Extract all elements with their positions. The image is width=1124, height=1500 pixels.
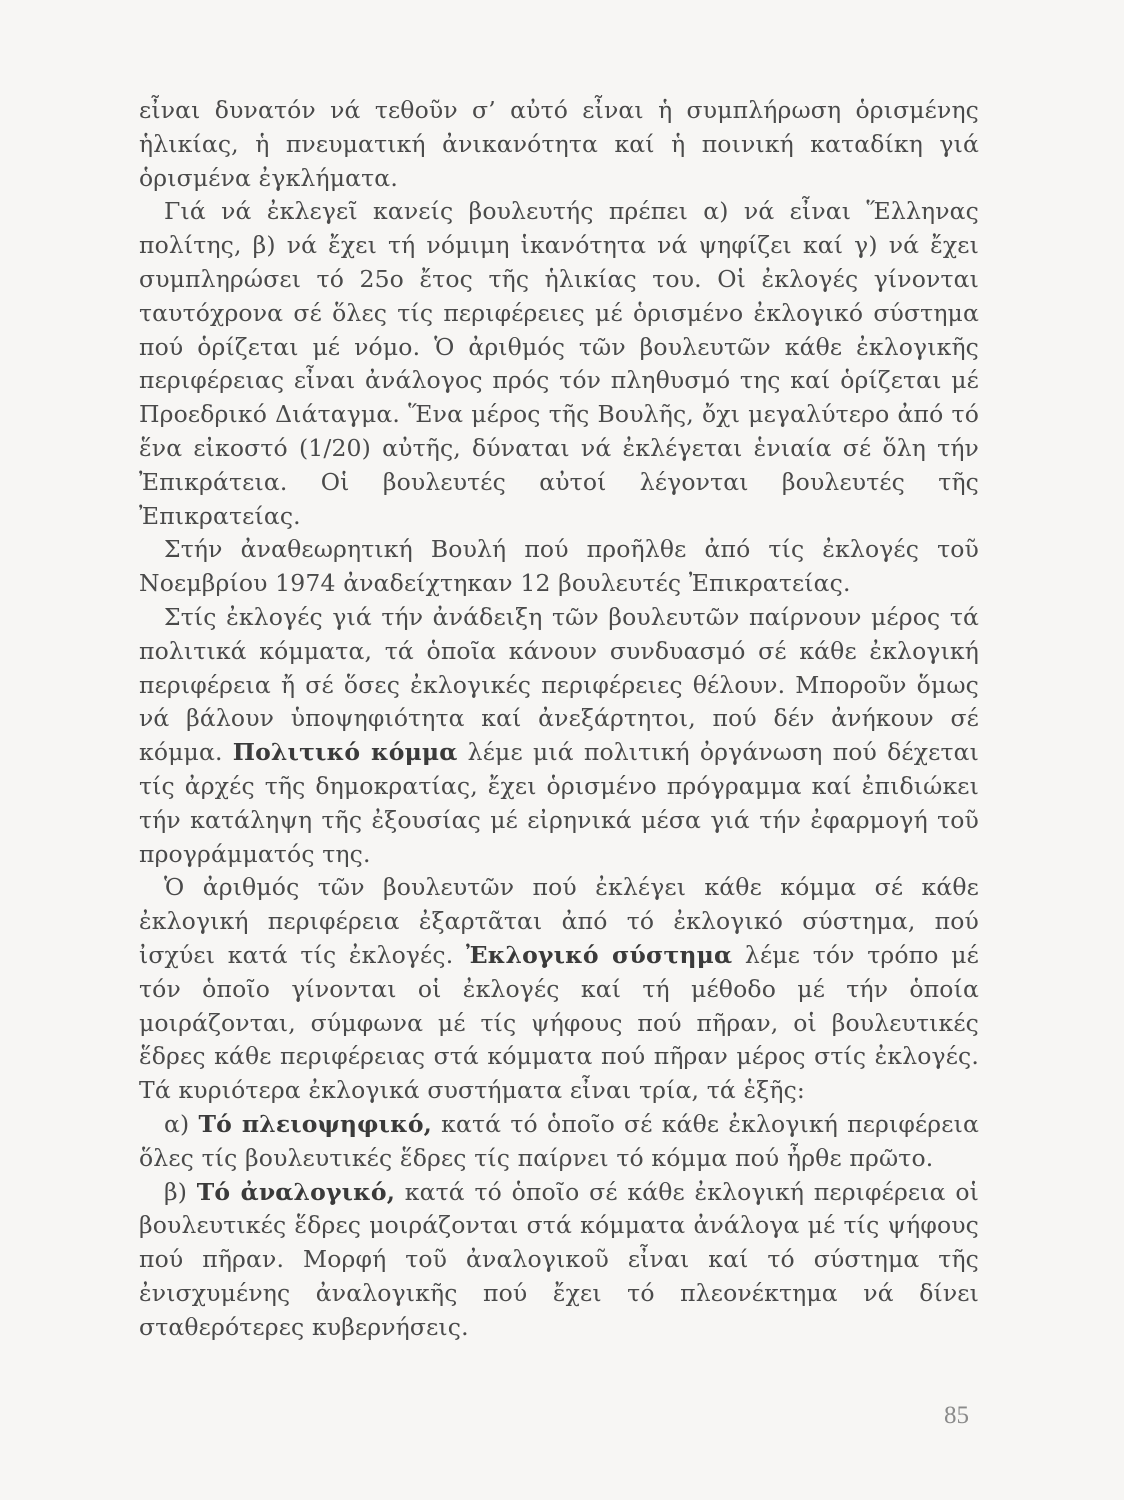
term-political-party: Πολιτικό κόμμα xyxy=(232,738,458,767)
paragraph-electoral-system xyxy=(139,871,979,1108)
page-body xyxy=(139,94,979,1344)
list-marker: β) xyxy=(164,1177,197,1206)
paragraph-text: Στίς ἐκλογές γιά τήν ἀνάδειξη τῶν βουλευτῶν παίρνουν μέρος τά πολιτικά κόμματα, τά ὁποῖα κάνουν συνδυασμό σέ κάθε ἐκλογική περιφέρεια ἤ σέ ὅσες ἐκλογικές περιφέρειες θέλουν. Μποροῦν ὅμως νά βάλουν ὑποψηφιότητα καί ἀνεξάρτητοι, πού δέν ἀνήκουν σέ κόμμα. xyxy=(139,602,979,767)
paragraph-text: κατά τό ὁποῖο σέ κάθε ἐκλογική περιφέρεια ὅλες τίς βουλευτικές ἕδρες τίς παίρνει τό κόμμα πού ἦρθε πρῶτο. xyxy=(139,1109,979,1172)
list-marker: α) xyxy=(164,1109,199,1138)
paragraph-text: λέμε τόν τρόπο μέ τόν ὁποῖο γίνονται οἱ ἐκλογές καί τή μέθοδο μέ τήν ὁποία μοιράζονται, σύμφωνα μέ τίς ψήφους πού πῆραν, οἱ βουλευτικές ἕδρες κάθε περιφέρειας στά κόμματα πού πῆραν μέρος στίς ἐκλογές. Τά κυριότερα ἐκλογικά συστήματα εἶναι τρία, τά ἑξῆς: xyxy=(139,940,979,1105)
term-majoritarian: Τό πλειοψηφικό, xyxy=(198,1109,432,1138)
term-proportional: Τό ἀναλογικό, xyxy=(196,1177,396,1206)
list-item-proportional xyxy=(139,1176,979,1345)
paragraph-text: Ὁ ἀριθμός τῶν βουλευτῶν πού ἐκλέγει κάθε κόμμα σέ κάθε ἐκλογική περιφέρεια ἐξαρτᾶται ἀπό τό ἐκλογικό σύστημα, πού ἰσχύει κατά τίς ἐκλογές. xyxy=(139,873,979,969)
paragraph-political-parties xyxy=(139,601,979,871)
paragraph-continuation xyxy=(139,94,979,195)
paragraph-text: κατά τό ὁποῖο σέ κάθε ἐκλογική περιφέρεια οἱ βουλευτικές ἕδρες μοιράζονται στά κόμματα ἀνάλογα μέ τίς ψήφους πού πῆραν. Μορφή τοῦ ἀναλογικοῦ εἶναι καί τό σύστημα τῆς ἐνισχυμένης ἀναλογικῆς πού ἔχει τό πλεονέκτημα νά δίνει σταθερότερες κυβερνήσεις. xyxy=(139,1177,979,1341)
paragraph-1974-parliament xyxy=(139,533,979,601)
list-item-majoritarian xyxy=(139,1108,979,1176)
paragraph-text: Στήν ἀναθεωρητική Βουλή πού προῆλθε ἀπό τίς ἐκλογές τοῦ Νοεμβρίου 1974 ἀναδείχτηκαν 12 βουλευτές Ἐπικρατείας. xyxy=(139,535,979,598)
paragraph-mp-eligibility xyxy=(139,195,979,533)
paragraph-text: λέμε μιά πολιτική ὀργάνωση πού δέχεται τίς ἀρχές τῆς δημοκρατίας, ἔχει ὁρισμένο πρόγραμμα καί ἐπιδιώκει τήν κατάληψη τῆς ἐξουσίας μέ εἰρηνικά μέσα γιά τήν ἐφαρμογή τοῦ προγράμματός της. xyxy=(139,738,979,868)
paragraph-text: εἶναι δυνατόν νά τεθοῦν σ’ αὐτό εἶναι ἡ συμπλήρωση ὁρισμένης ἡλικίας, ἡ πνευματική ἀνικανότητα καί ἡ ποινική καταδίκη γιά ὁρισμένα ἐγκλήματα. xyxy=(139,96,979,192)
page-number: 85 xyxy=(944,1402,969,1429)
paragraph-text: Γιά νά ἐκλεγεῖ κανείς βουλευτής πρέπει α) νά εἶναι Ἕλληνας πολίτης, β) νά ἔχει τή νόμιμη ἱκανότητα νά ψηφίζει καί γ) νά ἔχει συμπληρώσει τό 25ο ἔτος τῆς ἡλικίας του. Οἱ ἐκλογές γίνονται ταυτόχρονα σέ ὅλες τίς περιφέρειες μέ ὁρισμένο ἐκλογικό σύστημα πού ὁρίζεται μέ νόμο. Ὁ ἀριθμός τῶν βουλευτῶν κάθε ἐκλογικῆς περιφέρειας εἶναι ἀνάλογος πρός τόν πληθυσμό της καί ὁρίζεται μέ Προεδρικό Διάταγμα. Ἕνα μέρος τῆς Βουλῆς, ὄχι μεγαλύτερο ἀπό τό ἕνα εἰκοστό (1/20) αὐτῆς, δύναται νά ἐκλέγεται ἑνιαία σέ ὅλη τήν Ἐπικράτεια. Οἱ βουλευτές αὐτοί λέγονται βουλευτές τῆς Ἐπικρατείας. xyxy=(139,197,979,530)
term-electoral-system: Ἐκλογικό σύστημα xyxy=(465,940,733,969)
